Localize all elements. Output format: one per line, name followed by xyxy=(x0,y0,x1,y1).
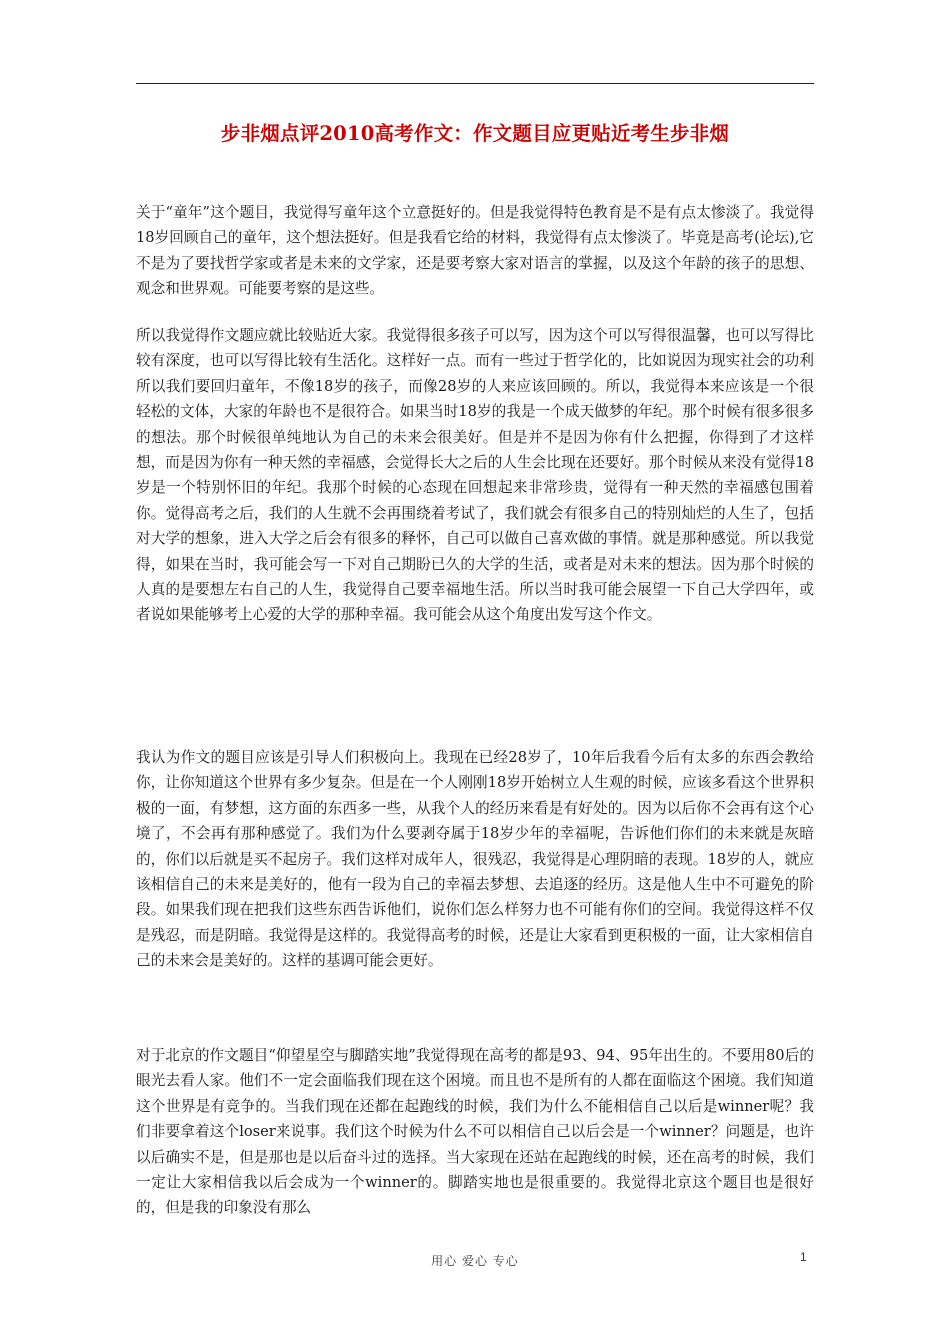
paragraph-childhood-topic: 关于“童年”这个题目，我觉得写童年这个立意挺好的。但是我觉得特色教育是不是有点太惨淡了。我觉得18岁回顾自己的童年，这个想法挺好。但是我看它给的材料，我觉得有点太惨淡了。毕竟是高考(论坛),它不是为了要找哲学家或者是未来的文学家，还是要考察大家对语言的掌握，以及这个年龄的孩子的思想、观念和世界观。可能要考察的是这些。 xyxy=(136,204,814,298)
paragraph-essay-topic-opinion: 所以我觉得作文题应就比较贴近大家。我觉得很多孩子可以写，因为这个可以写得很温馨，也可以写得比较有深度，也可以写得比较有生活化。这样好一点。而有一些过于哲学化的，比如说因为现实社会的功利所以我们要回归童年，不像18岁的孩子，而像28岁的人来应该回顾的。所以，我觉得本来应该是一个很轻松的文体，大家的年龄也不是很符合。如果当时18岁的我是一个成天做梦的年纪。那个时候有很多很多的想法。那个时候很单纯地认为自己的未来会很美好。但是并不是因为你有什么把握，你得到了才这样想，而是因为你有一种天然的幸福感，会觉得长大之后的人生会比现在还要好。那个时候从来没有觉得18岁是一个特别怀旧的年纪。我那个时候的心态现在回想起来非常珍贵，觉得有一种天然的幸福感包围着你。觉得高考之后，我们的人生就不会再围绕着考试了，我们就会有很多自己的特别灿烂的人生了，包括对大学的想象，进入大学之后会有很多的释怀，自己可以做自己喜欢做的事情。就是那种感觉。所以我觉得，如果在当时，我可能会写一下对自己期盼已久的大学的生活，或者是对未来的想法。因为那个时候的人真的是要想左右自己的人生，我觉得自己要幸福地生活。所以当时我可能会展望一下自己大学四年，或者说如果能够考上心爱的大学的那种幸福。我可能会从这个角度出发写这个作文。 xyxy=(136,327,814,624)
document-title: 步非烟点评2010高考作文：作文题目应更贴近考生步非烟 xyxy=(220,122,730,145)
paragraph-beijing-topic: 对于北京的作文题目“仰望星空与脚踏实地”我觉得现在高考的都是93、94、95年出生的。不要用80后的眼光去看人家。他们不一定会面临我们现在这个困境。而且也不是所有的人都在面临这个困境。我们知道这个世界是有竞争的。当我们现在还都在起跑线的时候，我们为什么不能相信自己以后是winner呢？我们非要拿着这个loser来说事。我们这个时候为什么不可以相信自己以后会是一个winner？问题是，也许以后确实不是，但是那也是以后奋斗过的选择。当大家现在还站在起跑线的时候，还在高考的时候，我们一定让大家相信我以后会成为一个winner的。脚踏实地也是很重要的。我觉得北京这个题目也是很好的，但是我的印象没有那么 xyxy=(136,1047,814,1217)
paragraph-positive-guidance: 我认为作文的题目应该是引导人们积极向上。我现在已经28岁了，10年后我看今后有太多的东西会教给你，让你知道这个世界有多少复杂。但是在一个人刚刚18岁开始树立人生观的时候，应该多看这个世界积极的一面，有梦想，这方面的东西多一些，从我个人的经历来看是有好处的。因为以后你不会再有这个心境了，不会再有那种感觉了。我们为什么要剥夺属于18岁少年的幸福呢，告诉他们你们的未来就是灰暗的，你们以后就是买不起房子。我们这样对成年人，很残忍，我觉得是心理阴暗的表现。18岁的人，就应该相信自己的未来是美好的，他有一段为自己的幸福去梦想、去追逐的经历。这是他人生中不可避免的阶段。如果我们现在把我们这些东西告诉他们，说你们怎么样努力也不可能有你们的空间。我觉得这样不仅是残忍，而是阴暗。我觉得是这样的。我觉得高考的时候，还是让大家看到更积极的一面，让大家相信自己的未来会是美好的。这样的基调可能会更好。 xyxy=(136,749,814,970)
footer-motto: 用心 爱心 专心 xyxy=(431,1254,519,1268)
page-number: 1 xyxy=(800,1250,807,1264)
header-rule xyxy=(136,83,814,84)
